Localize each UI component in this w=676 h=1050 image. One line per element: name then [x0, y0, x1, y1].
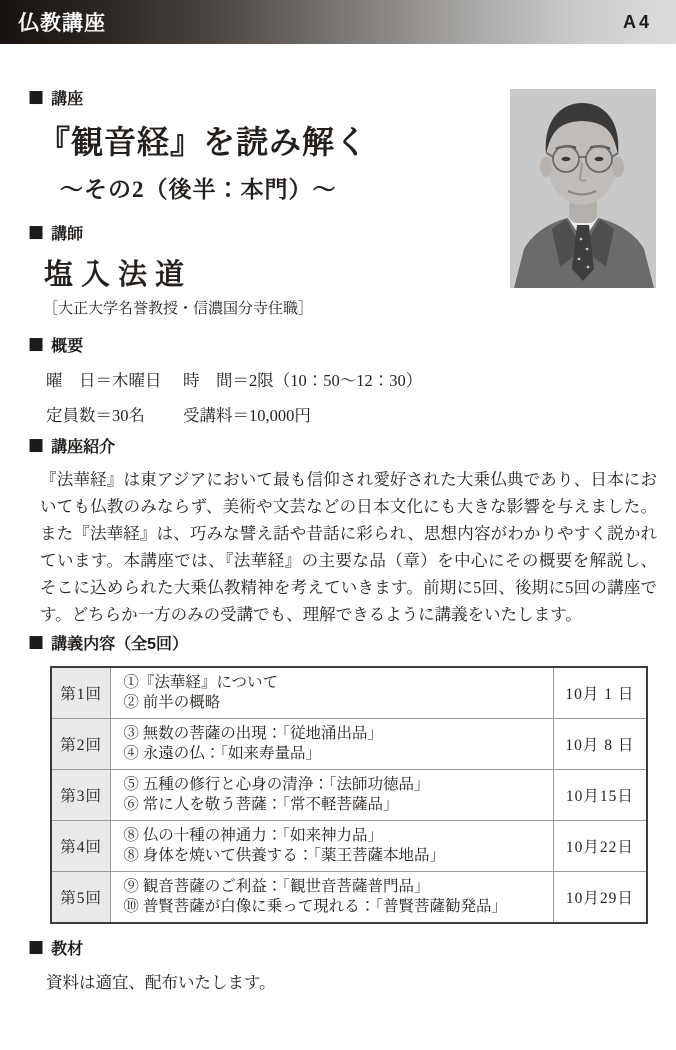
introduction-text: 『法華経』は東アジアにおいて最も信仰され愛好された大乗仏典であり、日本においても仏教のみならず、美術や文芸などの日本文化にも大きな影響を与えました。また『法華経』は、巧みな譬え話や昔話に彩られ、思想内容がわかりやすく説かれています。本講座では、『法華経』の主要な品（章）を中心にその概要を解説し、そこに込められた大乗仏教精神を考えていきます。前期に5回、後期に5回の講座です。どちらか一方のみの受講でも、理解できるように講義をいたします。 [40, 470, 657, 624]
overview-row-2 [46, 402, 588, 426]
section-marker-icon: ■ [28, 632, 45, 652]
section-marker-icon: ■ [28, 435, 45, 455]
section-heading-course [28, 86, 498, 109]
content-cell [111, 770, 553, 821]
table-row [51, 719, 647, 770]
overview-day: 曜 日＝木曜日 [46, 371, 162, 390]
section-label-instructor: 講師 [51, 226, 84, 243]
section-label-schedule: 講義内容（全5回） [51, 636, 188, 653]
content-line-1: ⑨ 観音菩薩のご利益：「観世音菩薩普門品」 [123, 878, 430, 895]
section-introduction [28, 434, 660, 628]
content-line-2: ⑧ 身体を焼いて供養する：「薬王菩薩本地品」 [123, 847, 445, 864]
table-row [51, 770, 647, 821]
table-row [51, 821, 647, 872]
section-label-overview: 概要 [51, 338, 84, 355]
section-heading-instructor [28, 221, 498, 244]
content-line-2: ② 前半の概略 [123, 694, 221, 711]
session-cell: 第3回 [51, 770, 111, 821]
content-cell [111, 821, 553, 872]
session-cell: 第5回 [51, 872, 111, 924]
section-marker-icon: ■ [28, 334, 45, 354]
course-title: 『観音経』を読み解く [38, 124, 369, 160]
date-cell: 10月 8 日 [553, 719, 647, 770]
content-line-1: ⑧ 仏の十種の神通力：「如来神力品」 [123, 827, 383, 844]
overview-capacity: 定員数＝30名 [46, 406, 145, 425]
content-line-1: ①『法華経』について [123, 674, 279, 691]
section-label-course: 講座 [51, 91, 84, 108]
section-label-materials: 教材 [51, 941, 84, 958]
section-overview [28, 333, 588, 426]
section-marker-icon: ■ [28, 222, 45, 242]
instructor-affiliation: ［大正大学名誉教授・信濃国分寺住職］ [43, 301, 314, 317]
section-heading-schedule [28, 631, 660, 654]
session-cell: 第2回 [51, 719, 111, 770]
section-marker-icon: ■ [28, 87, 45, 107]
table-row [51, 872, 647, 924]
course-subtitle: 〜その2（後半：本門）〜 [60, 177, 337, 202]
section-materials [28, 936, 528, 993]
content-line-1: ③ 無数の菩薩の出現：「従地涌出品」 [123, 725, 383, 742]
date-cell: 10月 1 日 [553, 667, 647, 719]
overview-fee: 受講料＝10,000円 [183, 406, 311, 425]
materials-text: 資料は適宜、配布いたします。 [46, 973, 276, 992]
section-heading-introduction [28, 434, 660, 457]
schedule-table [50, 666, 648, 924]
session-cell: 第1回 [51, 667, 111, 719]
section-marker-icon: ■ [28, 937, 45, 957]
section-heading-materials [28, 936, 528, 959]
section-schedule [28, 631, 660, 924]
content-cell [111, 872, 553, 924]
header-bar [0, 0, 676, 44]
section-heading-overview [28, 333, 588, 356]
page-title: 仏教講座 [18, 12, 106, 35]
table-row [51, 667, 647, 719]
content-cell [111, 667, 553, 719]
section-label-introduction: 講座紹介 [51, 439, 116, 456]
overview-time: 時 間＝2限（10：50～12：30） [183, 371, 423, 390]
instructor-photo [510, 89, 656, 288]
date-cell: 10月29日 [553, 872, 647, 924]
overview-row-1 [46, 367, 588, 391]
date-cell: 10月15日 [553, 770, 647, 821]
section-instructor [28, 221, 498, 318]
instructor-name: 塩入法道 [44, 259, 193, 291]
section-course [28, 86, 498, 204]
instructor-portrait-graphic [510, 89, 656, 288]
paper-size-label: A4 [622, 11, 652, 32]
session-cell: 第4回 [51, 821, 111, 872]
content-cell [111, 719, 553, 770]
content-line-2: ⑥ 常に人を敬う菩薩：「常不軽菩薩品」 [123, 796, 399, 813]
content-line-2: ④ 永遠の仏：「如来寿量品」 [123, 745, 321, 762]
content-line-1: ⑤ 五種の修行と心身の清浄：「法師功徳品」 [123, 776, 430, 793]
content-line-2: ⑩ 普賢菩薩が白像に乗って現れる：「普賢菩薩勧発品」 [123, 898, 507, 915]
date-cell: 10月22日 [553, 821, 647, 872]
